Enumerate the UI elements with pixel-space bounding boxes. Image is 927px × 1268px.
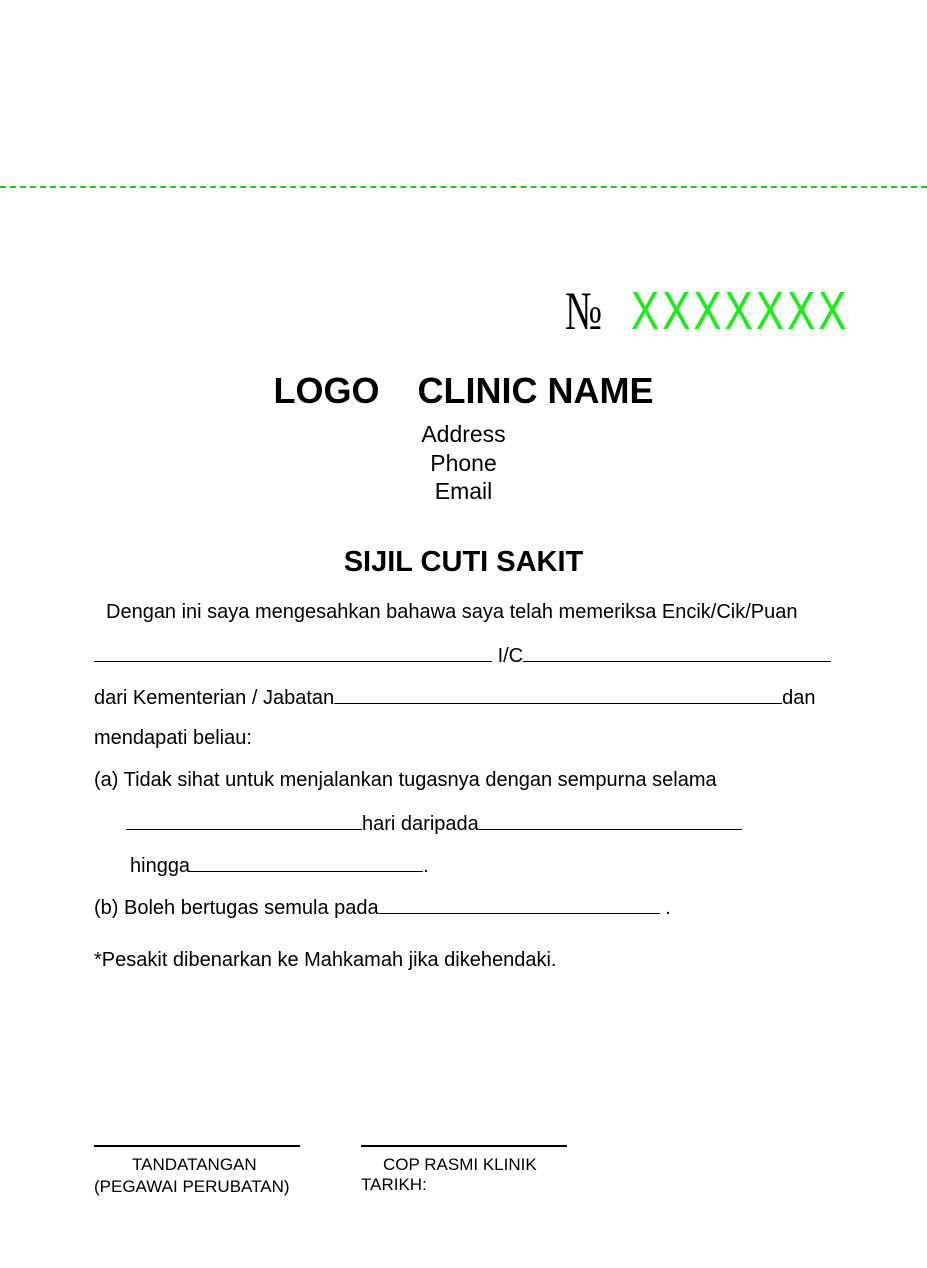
ic-label: I/C	[497, 645, 524, 667]
clinic-header	[0, 370, 927, 412]
court-note: *Pesakit dibenarkan ke Mahkamah jika dikehendaki.	[94, 949, 557, 971]
days-line	[126, 811, 742, 836]
ministry-blank[interactable]	[334, 685, 782, 704]
stamp-label: COP RASMI KLINIK	[383, 1155, 537, 1174]
return-date-blank[interactable]	[379, 895, 660, 914]
date-label: TARIKH:	[361, 1175, 427, 1194]
stamp-line[interactable]	[361, 1145, 567, 1147]
cut-line	[0, 186, 927, 188]
serial-number	[565, 280, 911, 340]
clinic-email: Email	[434, 478, 493, 504]
certificate-title: SIJIL CUTI SAKIT	[343, 546, 584, 578]
ministry-label: dari Kementerian / Jabatan	[94, 687, 335, 709]
serial-value: XXXXXXX	[631, 281, 850, 341]
days-from-label: hari daripada	[362, 813, 479, 835]
intro-text: Dengan ini saya mengesahkan bahawa saya telah memeriksa Encik/Cik/Puan	[106, 601, 798, 623]
ic-number-blank[interactable]	[523, 643, 831, 662]
until-period: .	[423, 855, 429, 877]
patient-name-blank[interactable]	[94, 643, 492, 662]
end-date-blank[interactable]	[190, 853, 423, 872]
clinic-name: CLINIC NAME	[417, 370, 654, 411]
officer-label: (PEGAWAI PERUBATAN)	[94, 1177, 290, 1196]
until-label: hingga	[130, 855, 191, 877]
name-ic-line	[94, 643, 831, 668]
item-b-text: (b) Boleh bertugas semula pada	[94, 897, 379, 919]
item-a-text: (a) Tidak sihat untuk menjalankan tugasnya dengan sempurna selama	[94, 769, 717, 791]
clinic-phone: Phone	[430, 450, 497, 476]
logo-placeholder: LOGO	[273, 370, 380, 411]
item-b-period: .	[665, 897, 671, 919]
numero-sign: №	[565, 281, 603, 341]
item-b-line	[94, 895, 671, 920]
and-label: dan	[782, 687, 816, 709]
until-line	[130, 853, 429, 878]
signature-label: TANDATANGAN	[132, 1155, 257, 1174]
found-text: mendapati beliau:	[94, 727, 252, 749]
start-date-blank[interactable]	[479, 811, 742, 830]
clinic-address: Address	[421, 421, 506, 447]
days-blank[interactable]	[126, 811, 362, 830]
ministry-line	[94, 685, 816, 710]
signature-line[interactable]	[94, 1145, 300, 1147]
